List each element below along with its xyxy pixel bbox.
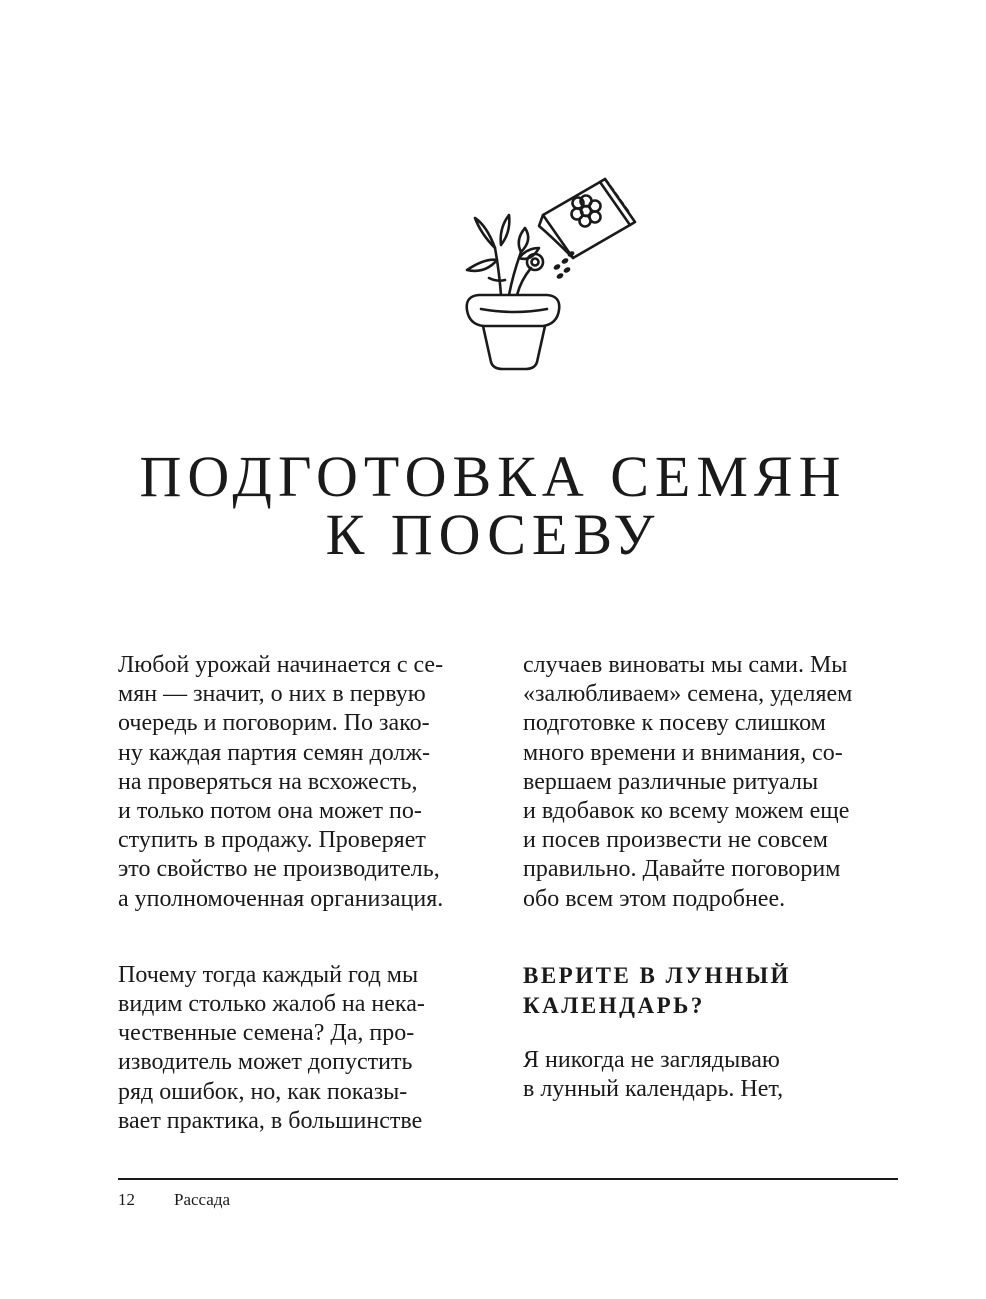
text-line: ну каждая партия семян долж- (118, 739, 430, 766)
text-line: а уполномоченная организация. (118, 885, 444, 912)
text-line: случаев виноваты мы сами. Мы (523, 652, 848, 678)
running-footer-section: Рассада (174, 1190, 231, 1209)
text-line: и только потом она может по- (118, 798, 422, 825)
text-line: на проверяться на всхожесть, (118, 768, 418, 795)
subheading-line: ВЕРИТЕ В ЛУННЫЙ (523, 962, 791, 988)
seedling-pot-and-seed-packet-icon (455, 170, 645, 375)
text-line: вает практика, в большинстве (118, 1107, 423, 1134)
section-subheading (523, 961, 903, 1021)
page-title (0, 444, 986, 567)
seed-packet-icon (539, 179, 635, 258)
paragraph (118, 961, 498, 1136)
text-line: правильно. Давайте поговорим (523, 856, 841, 883)
text-line: подготовке к посеву слишком (523, 710, 826, 737)
paragraph (523, 651, 903, 914)
text-line: чественные семена? Да, про- (118, 1020, 415, 1047)
flower-pot-icon (467, 295, 560, 369)
text-line: в лунный календарь. Нет, (523, 1076, 784, 1103)
plant-icon (467, 215, 543, 295)
text-line: и посев произвести не совсем (523, 827, 828, 854)
text-line: видим столько жалоб на нека- (118, 991, 425, 1018)
text-line: ступить в продажу. Проверяет (118, 827, 426, 854)
subheading-line: КАЛЕНДАРЬ? (523, 992, 705, 1018)
text-line: мян — значит, о них в первую (118, 681, 426, 708)
page-title-line-2: К ПОСЕВУ (325, 502, 661, 567)
text-line: ряд ошибок, но, как показы- (118, 1078, 408, 1105)
text-line: вершаем различные ритуалы (523, 768, 819, 795)
text-line: Почему тогда каждый год мы (118, 961, 419, 988)
text-line: «залюбливаем» семена, уделяем (523, 681, 853, 708)
footer-divider (118, 1178, 898, 1180)
paragraph (523, 1046, 903, 1104)
text-line: это свойство не производитель, (118, 856, 440, 883)
seeds-icon (553, 250, 576, 280)
text-line: очередь и поговорим. По зако- (118, 710, 430, 737)
text-line: Любой урожай начинается с се- (118, 652, 444, 678)
page-number: 12 (118, 1190, 135, 1209)
text-line: и вдобавок ко всему можем еще (523, 798, 850, 825)
text-line: много времени и внимания, со- (523, 739, 843, 766)
text-line: обо всем этом подробнее. (523, 885, 786, 912)
page-title-line-1: ПОДГОТОВКА СЕМЯН (139, 444, 847, 509)
text-line: изводитель может допустить (118, 1049, 413, 1076)
right-text-column (523, 651, 903, 1104)
text-line: Я никогда не заглядываю (523, 1046, 780, 1073)
paragraph (118, 651, 498, 914)
left-text-column (118, 651, 498, 1136)
